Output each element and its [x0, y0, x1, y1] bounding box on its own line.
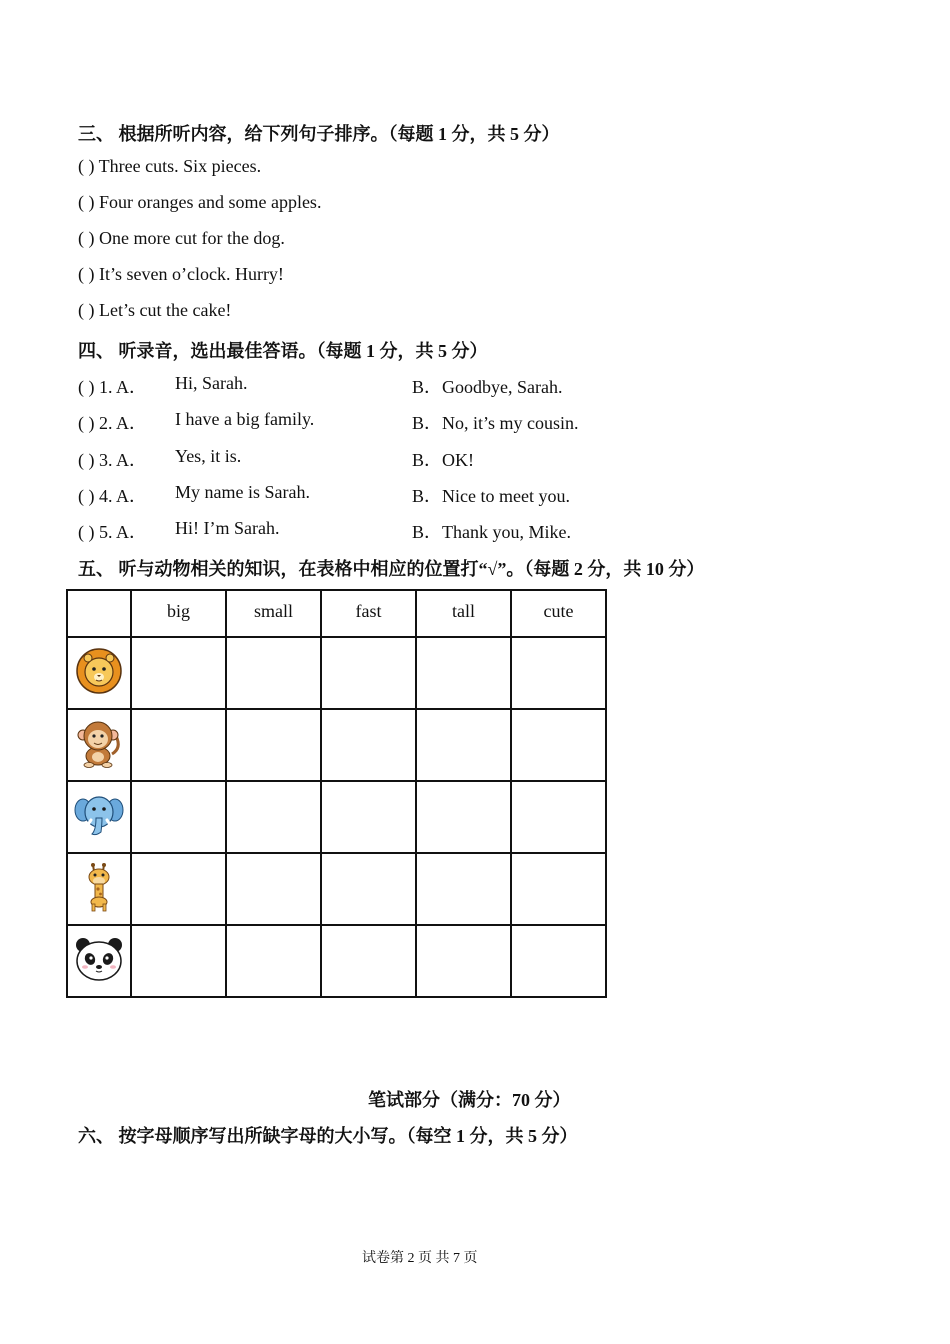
animal-cell — [67, 853, 131, 925]
elephant-icon — [74, 792, 124, 838]
question-prefix: ( ) 4. A． — [78, 486, 147, 506]
answer-cell[interactable] — [511, 781, 606, 853]
question-prefix: ( ) 5. A． — [78, 522, 147, 542]
animal-cell — [67, 925, 131, 997]
section4-question-3 — [78, 446, 778, 470]
written-section-title: 笔试部分（满分：70 分） — [368, 1090, 571, 1110]
option-a: Hi, Sarah. — [175, 373, 248, 393]
answer-cell[interactable] — [226, 637, 321, 709]
answer-cell[interactable] — [416, 637, 511, 709]
answer-cell[interactable] — [321, 925, 416, 997]
lion-icon — [75, 646, 123, 696]
table-corner-cell — [67, 590, 131, 637]
answer-cell[interactable] — [226, 781, 321, 853]
answer-cell[interactable] — [416, 781, 511, 853]
section5-heading: 五、 听与动物相关的知识，在表格中相应的位置打“√”。（每题 2 分，共 10 分） — [78, 559, 705, 579]
answer-cell[interactable] — [131, 781, 226, 853]
answer-cell[interactable] — [131, 637, 226, 709]
section4-question-4 — [78, 482, 778, 506]
table-row — [67, 637, 606, 709]
page-footer: 试卷第 2 页 共 7 页 — [362, 1251, 478, 1266]
animal-cell — [67, 781, 131, 853]
section3-item-4: ( ) It’s seven o’clock. Hurry! — [78, 264, 284, 284]
section3-heading: 三、 根据所听内容，给下列句子排序。（每题 1 分，共 5 分） — [78, 124, 560, 144]
table-row — [67, 709, 606, 781]
answer-cell[interactable] — [511, 637, 606, 709]
giraffe-icon — [82, 862, 116, 912]
answer-cell[interactable] — [416, 709, 511, 781]
question-prefix: ( ) 1. A． — [78, 377, 147, 397]
section3-item-2: ( ) Four oranges and some apples. — [78, 192, 322, 212]
panda-icon — [74, 936, 124, 982]
option-b: B．OK! — [412, 450, 474, 470]
option-a: Yes, it is. — [175, 446, 242, 466]
answer-cell[interactable] — [321, 781, 416, 853]
question-prefix: ( ) 2. A． — [78, 413, 147, 433]
section4-question-2 — [78, 409, 778, 433]
column-header: cute — [511, 590, 606, 637]
monkey-icon — [74, 718, 124, 768]
answer-cell[interactable] — [226, 709, 321, 781]
answer-cell[interactable] — [131, 925, 226, 997]
table-row — [67, 781, 606, 853]
question-prefix: ( ) 3. A． — [78, 450, 147, 470]
section3-item-5: ( ) Let’s cut the cake! — [78, 300, 232, 320]
answer-cell[interactable] — [226, 853, 321, 925]
option-a: My name is Sarah. — [175, 482, 310, 502]
option-a: Hi! I’m Sarah. — [175, 518, 280, 538]
answer-cell[interactable] — [511, 925, 606, 997]
section4-question-5 — [78, 518, 778, 542]
column-header: fast — [321, 590, 416, 637]
table-header-row — [67, 590, 606, 637]
table-row — [67, 925, 606, 997]
column-header: big — [131, 590, 226, 637]
answer-cell[interactable] — [511, 709, 606, 781]
answer-cell[interactable] — [321, 637, 416, 709]
animal-cell — [67, 637, 131, 709]
answer-cell[interactable] — [131, 709, 226, 781]
section3-item-3: ( ) One more cut for the dog. — [78, 228, 285, 248]
section6-heading: 六、 按字母顺序写出所缺字母的大小写。（每空 1 分，共 5 分） — [78, 1126, 578, 1146]
answer-cell[interactable] — [416, 925, 511, 997]
column-header: small — [226, 590, 321, 637]
section4-heading: 四、 听录音，选出最佳答语。（每题 1 分，共 5 分） — [78, 341, 488, 361]
answer-cell[interactable] — [321, 853, 416, 925]
table-row — [67, 853, 606, 925]
option-b: B．No, it’s my cousin. — [412, 413, 579, 433]
option-b: B．Goodbye, Sarah. — [412, 377, 563, 397]
answer-cell[interactable] — [511, 853, 606, 925]
answer-cell[interactable] — [416, 853, 511, 925]
animal-table — [66, 589, 607, 998]
animal-cell — [67, 709, 131, 781]
section4-question-1 — [78, 373, 778, 397]
option-b: B．Nice to meet you. — [412, 486, 570, 506]
answer-cell[interactable] — [321, 709, 416, 781]
option-a: I have a big family. — [175, 409, 315, 429]
answer-cell[interactable] — [131, 853, 226, 925]
option-b: B．Thank you, Mike. — [412, 522, 571, 542]
answer-cell[interactable] — [226, 925, 321, 997]
section3-item-1: ( ) Three cuts. Six pieces. — [78, 156, 262, 176]
column-header: tall — [416, 590, 511, 637]
